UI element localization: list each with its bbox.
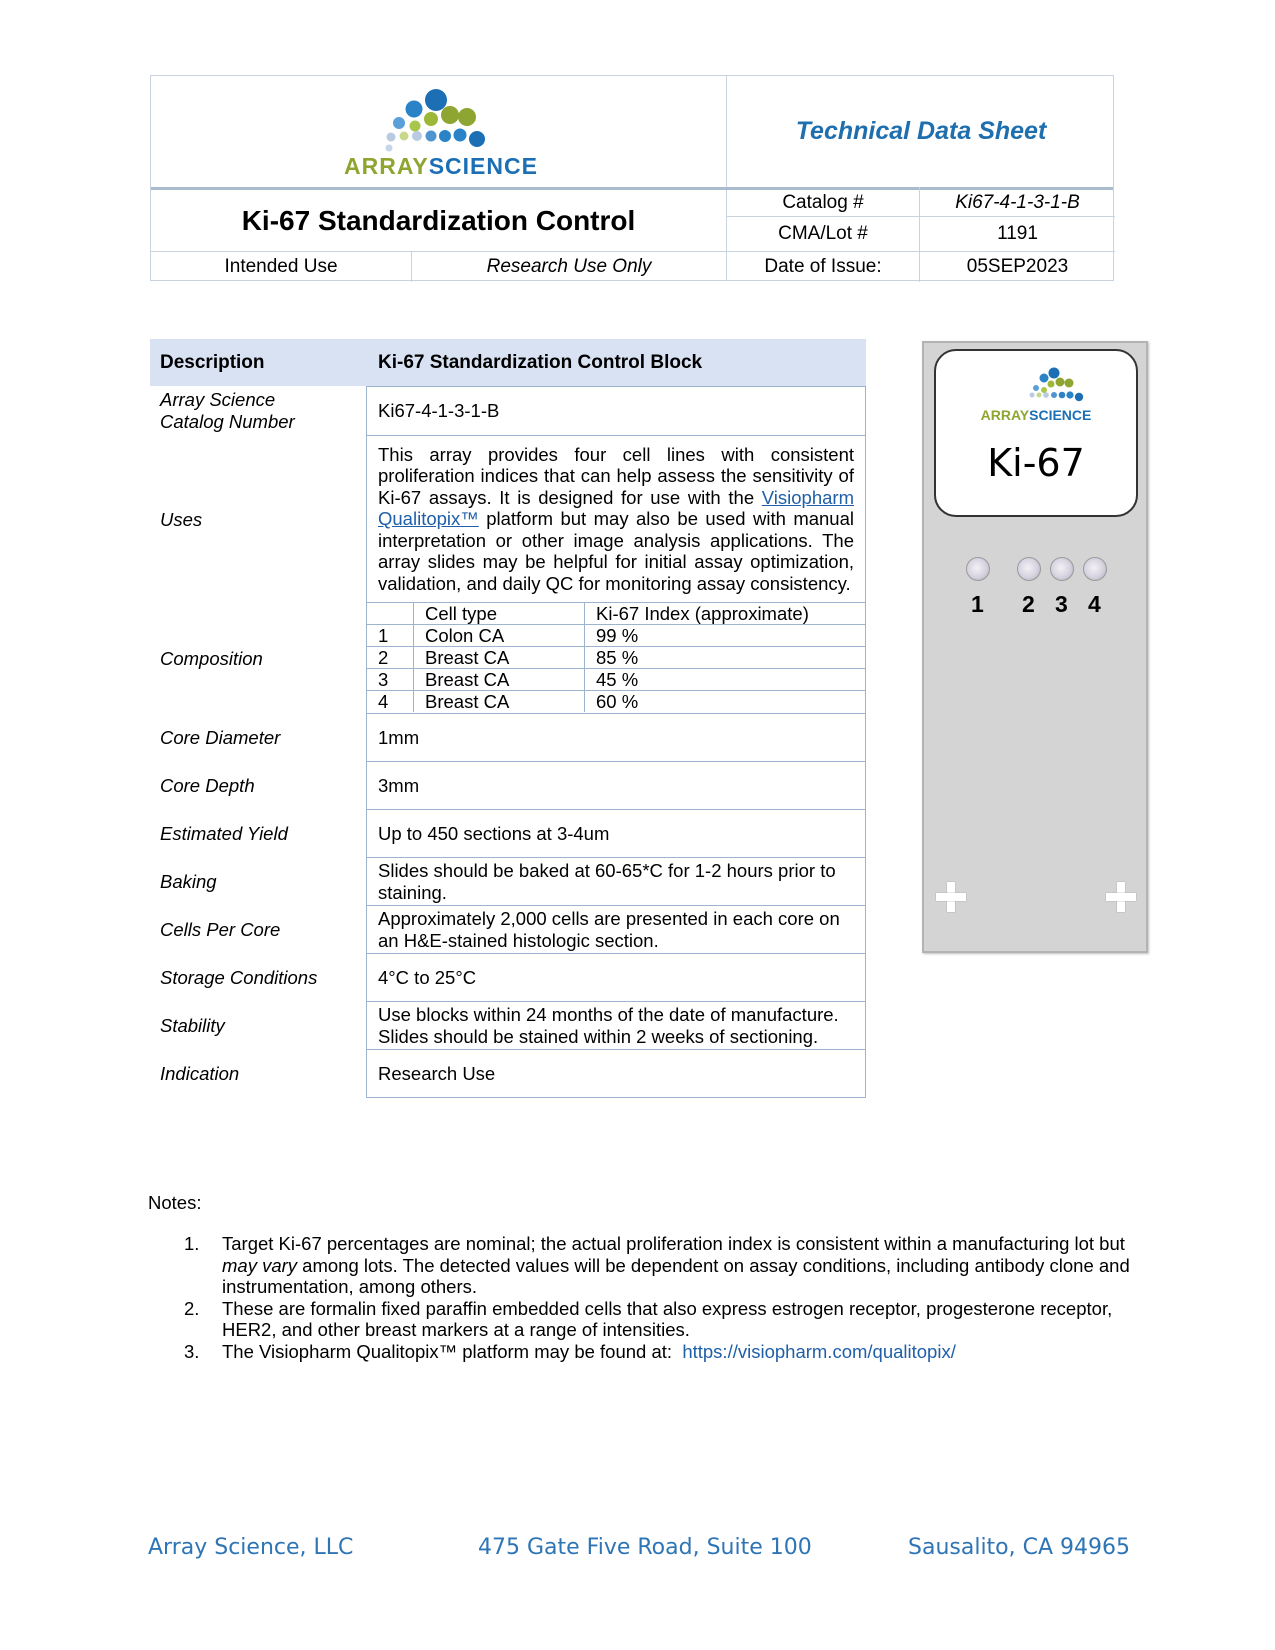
composition-row: [367, 691, 865, 713]
spec-label: Array Science Catalog Number: [160, 389, 295, 432]
specification-table: [150, 339, 866, 1098]
spec-header-label: Description: [160, 351, 265, 373]
core-number: 1: [971, 591, 984, 617]
uses-text-part: platform but may also be used with manual interpretation or other image analysis applications. The array slides may be helpful for initial assay optimization, validation, and daily QC for monitoring assay consistency.: [378, 508, 854, 594]
spec-row-baking: [150, 858, 866, 906]
spec-value: Slides should be baked at 60-65*C for 1-2 hours prior to staining.: [366, 858, 866, 906]
composition-row: [367, 625, 865, 647]
spec-row-core-depth: [150, 762, 866, 810]
plus-icon: [1106, 882, 1136, 912]
qualitopix-link[interactable]: https://visiopharm.com/qualitopix/: [682, 1340, 956, 1362]
note-text-part: among lots. The detected values will be dependent on assay conditions, including antibody clone and instrumentation, among others.: [222, 1254, 1130, 1297]
product-title: Ki-67 Standardization Control: [241, 204, 636, 236]
note-text: [222, 1233, 1144, 1298]
spec-label: Storage Conditions: [160, 967, 318, 988]
composition-header: Cell type: [414, 603, 585, 625]
spec-row-composition: [150, 603, 866, 714]
footer-company: Array Science, LLC: [148, 1535, 354, 1560]
footer-address: 475 Gate Five Road, Suite 100: [478, 1535, 812, 1560]
spec-label: Estimated Yield: [160, 823, 288, 844]
slide-illustration: [922, 341, 1148, 953]
lot-value: 1191: [997, 223, 1038, 244]
tissue-core-1: [966, 557, 990, 581]
spec-label: Indication: [160, 1063, 240, 1084]
composition-cell: Colon CA: [414, 625, 585, 647]
spec-label: Core Depth: [160, 775, 255, 796]
composition-cell: Breast CA: [414, 691, 585, 713]
note-emphasis: may vary: [222, 1254, 298, 1276]
spec-value: [366, 436, 866, 603]
spec-label: Baking: [160, 871, 217, 892]
composition-header: [367, 603, 414, 625]
composition-header: Ki-67 Index (approximate): [585, 603, 866, 625]
core-number: 3: [1055, 591, 1068, 617]
composition-cell: 2: [367, 647, 414, 669]
spec-value: 3mm: [366, 762, 866, 810]
composition-cell: Breast CA: [414, 669, 585, 691]
spec-value: 1mm: [366, 714, 866, 762]
composition-cell: 1: [367, 625, 414, 647]
uses-text-part: This array provides four cell lines with consistent proliferation indices that can help assess the sensitivity of Ki-67 assays. It is designed for use with the: [378, 443, 854, 508]
spec-row-indication: [150, 1050, 866, 1098]
spec-row-stability: [150, 1002, 866, 1050]
intended-use-label: Intended Use: [224, 256, 338, 277]
spec-value: 4°C to 25°C: [366, 954, 866, 1002]
note-item: [184, 1341, 1144, 1363]
composition-row: [367, 647, 865, 669]
note-number: 2.: [184, 1297, 200, 1319]
header-box: [150, 75, 1114, 281]
intended-use-value: Research Use Only: [486, 256, 652, 277]
spec-row-cells-per-core: [150, 906, 866, 954]
note-number: 3.: [184, 1340, 200, 1362]
note-text-part: Target Ki-67 percentages are nominal; the actual proliferation index is consistent within a manufacturing lot but: [222, 1233, 1125, 1254]
spec-label: Uses: [160, 508, 203, 530]
tissue-core-4: [1083, 557, 1107, 581]
spec-value: Approximately 2,000 cells are presented in each core on an H&E-stained histologic section.: [366, 906, 866, 954]
composition-cell: 45 %: [585, 669, 866, 691]
spec-row-estimated-yield: [150, 810, 866, 858]
notes-list: [184, 1233, 1144, 1362]
catalog-label: Catalog #: [782, 192, 864, 213]
spec-value: Up to 450 sections at 3-4um: [366, 810, 866, 858]
composition-cell: 60 %: [596, 690, 639, 712]
catalog-value: Ki67-4-1-3-1-B: [955, 192, 1080, 213]
composition-cell: 3: [367, 669, 414, 691]
note-text: [222, 1341, 1144, 1363]
composition-cell: 4: [367, 691, 414, 713]
note-number: 1.: [184, 1233, 200, 1254]
note-item: [184, 1233, 1144, 1298]
tissue-core-3: [1050, 557, 1074, 581]
spec-row-uses: [150, 436, 866, 603]
spec-label: Composition: [160, 647, 263, 669]
composition-row: [367, 669, 865, 691]
core-number: 2: [1022, 591, 1035, 617]
tissue-core-2: [1017, 557, 1041, 581]
logo-dots-icon: [311, 82, 571, 162]
spec-header-row: [150, 339, 866, 386]
note-text-part: The Visiopharm Qualitopix™ platform may be found at:: [222, 1340, 683, 1362]
array-science-logo: [311, 82, 571, 182]
composition-header-row: [367, 603, 865, 625]
slide-label-card: [934, 349, 1138, 517]
spec-value: Ki67-4-1-3-1-B: [366, 386, 866, 436]
composition-cell: 85 %: [585, 647, 866, 669]
spec-value: Research Use: [366, 1050, 866, 1098]
document-type: Technical Data Sheet: [795, 117, 1047, 145]
spec-label: Cells Per Core: [160, 919, 281, 940]
spec-row-storage: [150, 954, 866, 1002]
composition-cell: Breast CA: [414, 647, 585, 669]
visiopharm-link[interactable]: Visiopharm Qualitopix™: [378, 486, 854, 530]
plus-icon: [936, 882, 966, 912]
spec-label: Core Diameter: [160, 727, 281, 748]
note-item: [184, 1298, 1144, 1341]
core-number: 4: [1088, 591, 1101, 617]
issue-date-label: Date of Issue:: [764, 256, 882, 277]
uses-text: [378, 444, 854, 595]
footer-city: Sausalito, CA 94965: [908, 1535, 1131, 1560]
spec-value: Use blocks within 24 months of the date of manufacture. Slides should be stained within 2 weeks of sectioning.: [366, 1002, 866, 1050]
issue-date-value: 05SEP2023: [966, 256, 1069, 277]
lot-label: CMA/Lot #: [778, 223, 868, 244]
note-text: These are formalin fixed paraffin embedded cells that also express estrogen receptor, progesterone receptor, HER2, and other breast markers at a range of intensities.: [222, 1297, 1113, 1340]
logo-wordmark: ARRAYSCIENCE: [344, 153, 538, 179]
slide-label-text: Ki-67: [987, 441, 1085, 485]
spec-row-catalog: [150, 386, 866, 436]
notes-title: Notes:: [148, 1192, 202, 1213]
slide-logo-wordmark: ARRAYSCIENCE: [980, 407, 1092, 423]
spec-header-value: Ki-67 Standardization Control Block: [378, 351, 703, 373]
composition-table: [366, 603, 866, 714]
composition-cell: 99 %: [585, 625, 866, 647]
spec-label: Stability: [160, 1015, 225, 1036]
spec-row-core-diameter: [150, 714, 866, 762]
